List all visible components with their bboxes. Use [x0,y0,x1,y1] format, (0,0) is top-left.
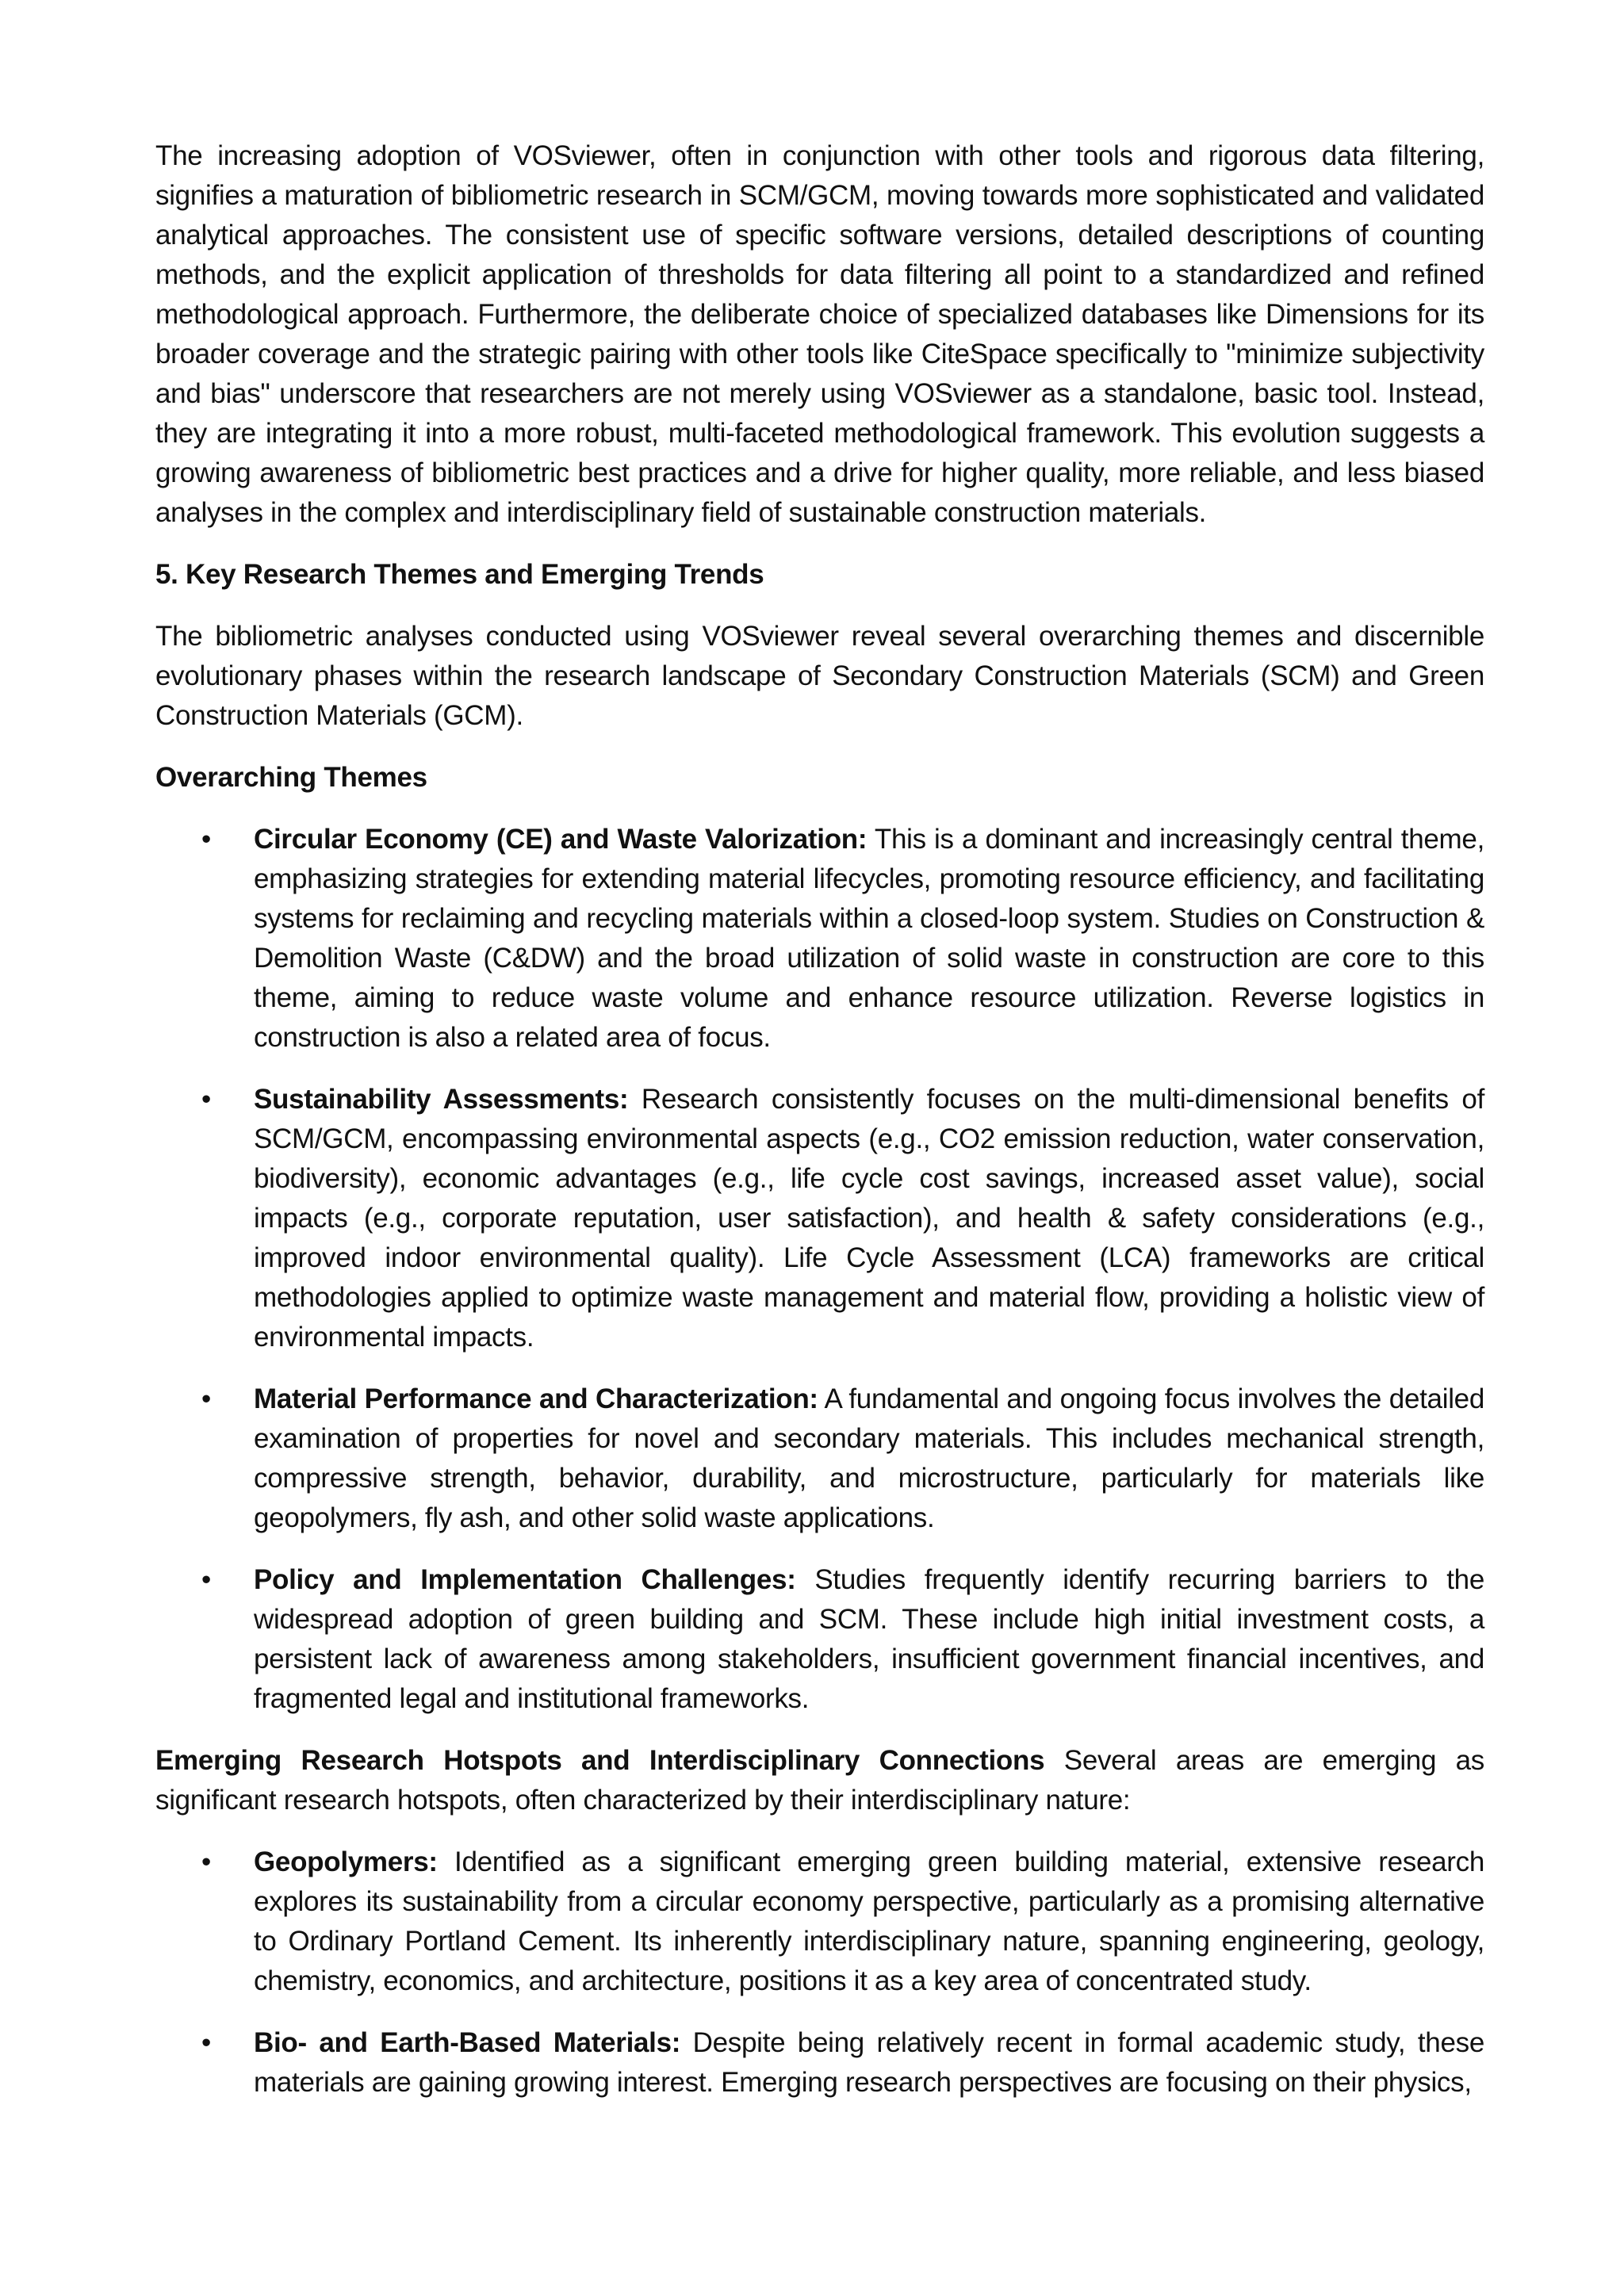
list-item [155,2023,1484,2103]
intro-paragraph: The increasing adoption of VOSviewer, often in conjunction with other tools and rigorous data filtering, signifies a maturation of bibliometric research in SCM/GCM, moving towards more sophisticated and validated analytical approaches. The consistent use of specific software versions, detailed descriptions of counting methods, and the explicit application of thresholds for data filtering all point to a standardized and refined methodological approach. Furthermore, the deliberate choice of specialized databases like Dimensions for its broader coverage and the strategic pairing with other tools like CiteSpace specifically to "minimize subjectivity and bias" underscore that researchers are not merely using VOSviewer as a standalone, basic tool. Instead, they are integrating it into a more robust, multi-faceted methodological framework. This evolution suggests a growing awareness of bibliometric best practices and a drive for higher quality, more reliable, and less biased analyses in the complex and interdisciplinary field of sustainable construction materials. [155,140,1484,528]
emerging-hotspots-heading: Emerging Research Hotspots and Interdisciplinary Connections [155,1745,1045,1776]
item-title: Geopolymers: [254,1846,438,1877]
item-text: A fundamental and ongoing focus involves the detailed examination of properties for novel and secondary materials. This includes mechanical strength, compressive strength, behavior, durability, and microstructure, particularly for materials like geopolymers, fly ash, and other solid waste applications. [254,1383,1484,1533]
item-title: Sustainability Assessments: [254,1084,629,1115]
item-title: Bio- and Earth-Based Materials: [254,2027,681,2058]
item-text: Studies frequently identify recurring barriers to the widespread adoption of green building and SCM. These include high initial investment costs, a persistent lack of awareness among stakeholders, insufficient government financial incentives, and fragmented legal and institutional frameworks. [254,1564,1484,1714]
overarching-themes-heading: Overarching Themes [155,762,427,793]
section-intro-paragraph: The bibliometric analyses conducted using VOSviewer reveal several overarching themes and discernible evolutionary phases within the research landscape of Secondary Construction Materials (SCM) and Green Construction Materials (GCM). [155,621,1484,731]
item-text: This is a dominant and increasingly central theme, emphasizing strategies for extending material lifecycles, promoting resource efficiency, and facilitating systems for reclaiming and recycling materials within a closed-loop system. Studies on Construction & Demolition Waste (C&DW) and the broad utilization of solid waste in construction are core to this theme, aiming to reduce waste volume and enhance resource utilization. Reverse logistics in construction is also a related area of focus. [254,824,1484,1053]
list-item [155,1843,1484,2001]
item-title: Circular Economy (CE) and Waste Valorization: [254,824,868,855]
list-item [155,1080,1484,1357]
bullet-icon: • [201,1846,211,1877]
item-text: Identified as a significant emerging green building material, extensive research explores its sustainability from a circular economy perspective, particularly as a promising alternative to Ordinary Portland Cement. Its inherently interdisciplinary nature, spanning engineering, geology, chemistry, economics, and architecture, positions it as a key area of concentrated study. [254,1846,1484,1996]
item-title: Material Performance and Characterization: [254,1383,818,1414]
document-page [155,136,1484,2125]
section-heading: 5. Key Research Themes and Emerging Trends [155,559,764,590]
item-text: Despite being relatively recent in formal academic study, these materials are gaining growing interest. Emerging research perspectives are focusing on their physics, [254,2027,1484,2098]
emerging-hotspots-intro: Several areas are emerging as significant research hotspots, often characterized by their interdisciplinary nature: [155,1745,1485,1816]
overarching-themes-list [155,820,1484,1719]
bullet-icon: • [201,824,211,855]
item-text: Research consistently focuses on the multi-dimensional benefits of SCM/GCM, encompassing environmental aspects (e.g., CO2 emission reduction, water conservation, biodiversity), economic advantages (e.g., life cycle cost savings, increased asset value), social impacts (e.g., corporate reputation, user satisfaction), and health & safety considerations (e.g., improved indoor environmental quality). Life Cycle Assessment (LCA) frameworks are critical methodologies applied to optimize waste management and material flow, providing a holistic view of environmental impacts. [254,1084,1485,1353]
bullet-icon: • [201,1564,211,1595]
bullet-icon: • [201,2027,211,2058]
bullet-icon: • [201,1383,211,1414]
list-item [155,820,1484,1058]
list-item [155,1560,1484,1719]
list-item [155,1380,1484,1538]
item-title: Policy and Implementation Challenges: [254,1564,796,1595]
emerging-hotspots-paragraph [155,1741,1484,1820]
emerging-hotspots-list [155,1843,1484,2103]
bullet-icon: • [201,1084,211,1115]
